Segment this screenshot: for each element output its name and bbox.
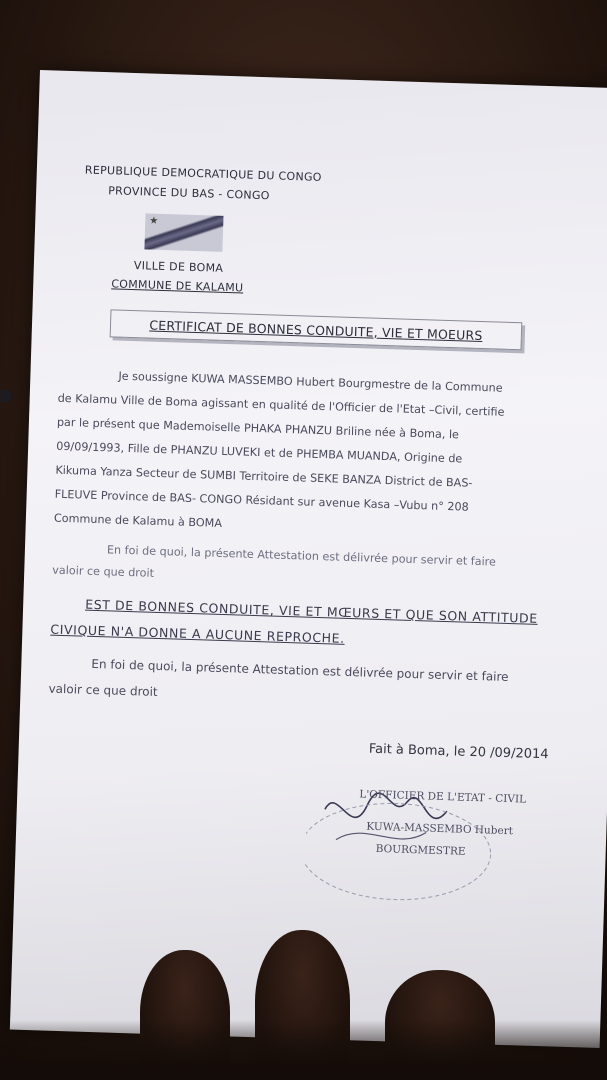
body-line-5: Kikuma Yanza Secteur de SUMBI Territoire de SEKE BANZA District de BAS- [55,463,473,490]
closing-line-2: valoir ce que droit [48,681,158,699]
header-province: PROVINCE DU BAS - CONGO [108,184,270,203]
header-commune: COMMUNE DE KALAMU [111,277,244,295]
certificate-document [10,70,607,1048]
body-line-3: par le présent que Mademoiselle PHAKA PHANZU Briline née à Boma, le [56,415,460,442]
official-stamp [304,779,527,905]
statement-line-2: CIVIQUE N'A DONNE A AUCUNE REPROCHE. [50,621,345,646]
hand-shadow [0,1020,607,1080]
body-line-7: Commune de Kalamu à BOMA [53,511,223,530]
faded-line-1: En foi de quoi, la présente Attestation est délivrée pour servir et faire [106,543,497,569]
faded-line-2: valoir ce que droit [52,563,155,580]
body-line-6: FLEUVE Province de BAS- CONGO Résidant sur avenue Kasa –Vubu n° 208 [54,487,469,514]
title-box [110,309,523,350]
document-title: CERTIFICAT DE BONNES CONDUITE, VIE ET MOEURS [149,317,483,343]
punch-hole [0,389,12,403]
body-line-4: 09/09/1993, Fille de PHANZU LUVEKI et de PHEMBA MUANDA, Origine de [55,439,463,466]
stamp-line-1: L'OFFICIER DE L'ETAT - CIVIL [359,788,527,806]
stamp-line-3: BOURGMESTRE [375,842,466,858]
body-line-2: de Kalamu Ville de Boma agissant en qualité de l'Officier de l'Etat –Civil, certifie [57,391,505,419]
closing-line-1: En foi de quoi, la présente Attestation est délivrée pour servir et faire [91,656,509,685]
statement-line-1: EST DE BONNES CONDUITE, VIE ET MŒURS ET QUE SON ATTITUDE [85,596,538,626]
body-line-1: Je soussigne KUWA MASSEMBO Hubert Bourgmestre de la Commune [118,369,503,395]
place-date: Fait à Boma, le 20 /09/2014 [368,741,549,763]
flag-emblem: ★ [144,213,223,251]
header-republic: REPUBLIQUE DEMOCRATIQUE DU CONGO [84,163,322,184]
header-ville: VILLE DE BOMA [133,259,224,275]
stamp-line-2: KUWA-MASSEMBO Hubert [366,820,514,838]
